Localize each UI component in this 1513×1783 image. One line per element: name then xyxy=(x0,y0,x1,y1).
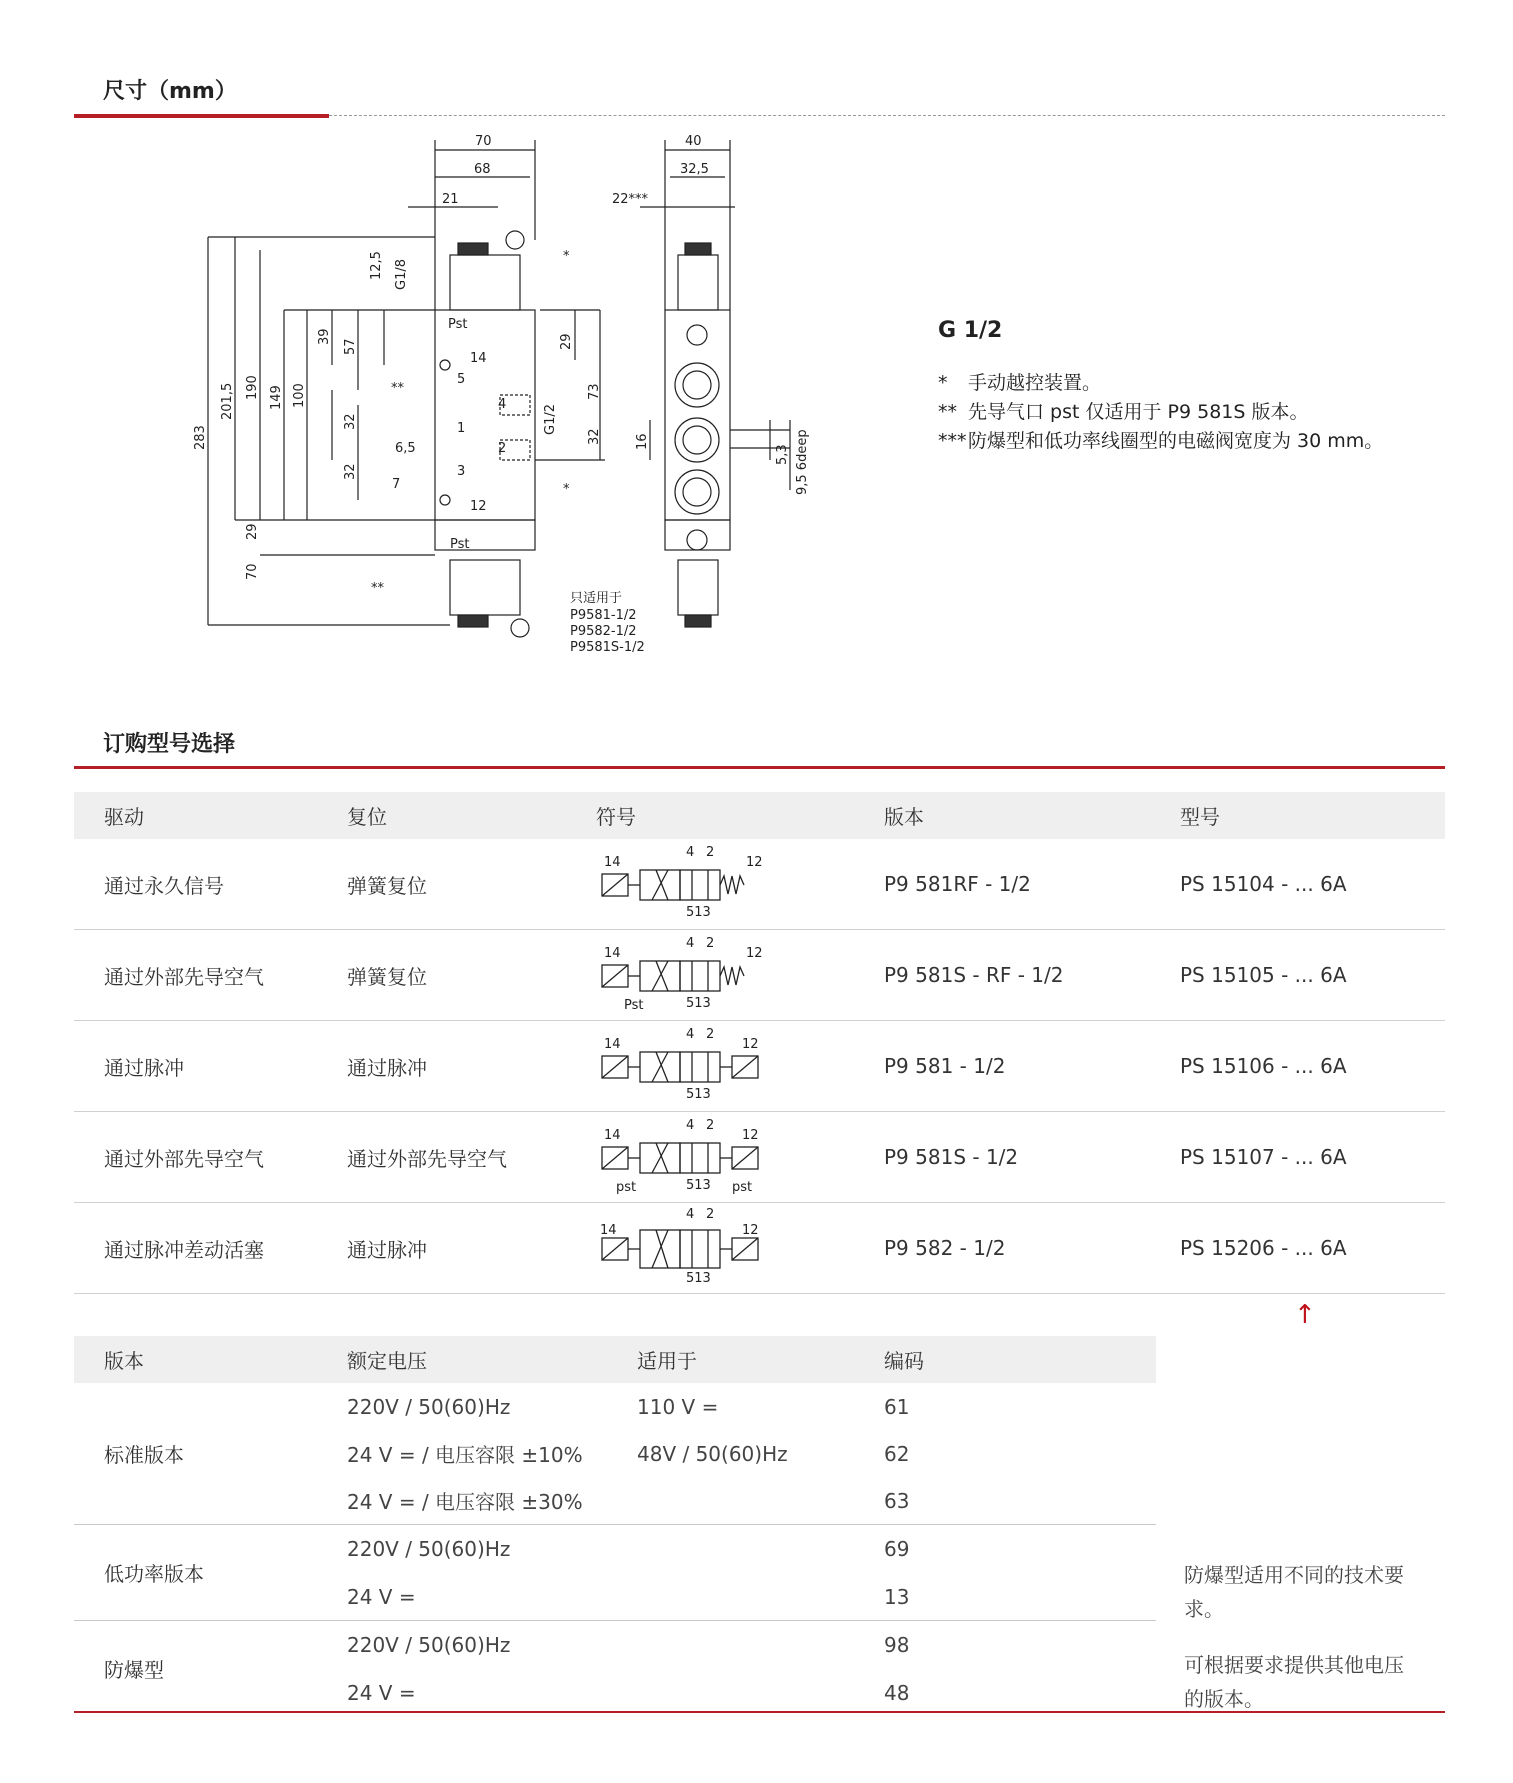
col-version: 版本 xyxy=(74,1336,347,1383)
svg-text:7: 7 xyxy=(392,477,401,492)
svg-text:**: ** xyxy=(391,381,404,396)
svg-text:14: 14 xyxy=(604,1127,621,1143)
svg-text:100: 100 xyxy=(292,383,307,408)
drive-cell: 通过脉冲 xyxy=(74,1021,347,1112)
voltage-cell: 24 V = xyxy=(347,1680,416,1705)
svg-text:32: 32 xyxy=(587,428,602,445)
drive-cell: 通过外部先导空气 xyxy=(74,930,347,1021)
svg-text:P9582-1/2: P9582-1/2 xyxy=(570,624,637,639)
svg-text:16: 16 xyxy=(635,433,650,450)
symbol-cell xyxy=(596,930,884,1021)
svg-text:2: 2 xyxy=(706,1206,715,1222)
group-explosion-proof: 防爆型 xyxy=(104,1658,164,1682)
col-applies-to: 适用于 xyxy=(637,1336,884,1383)
svg-text:P9581S-1/2: P9581S-1/2 xyxy=(570,640,645,655)
col-blank xyxy=(1156,1336,1445,1383)
svg-text:40: 40 xyxy=(685,134,702,149)
side-note-cell xyxy=(1156,1383,1445,1716)
note-mark: *** xyxy=(938,430,967,452)
order-title: 订购型号选择 xyxy=(103,732,236,757)
code-cell: 62 xyxy=(884,1441,910,1466)
code-cell: 48 xyxy=(884,1680,910,1705)
svg-text:70: 70 xyxy=(475,134,492,149)
reset-cell: 弹簧复位 xyxy=(347,839,596,930)
svg-text:4: 4 xyxy=(686,1026,695,1042)
svg-text:32: 32 xyxy=(343,463,358,480)
svg-text:201,5: 201,5 xyxy=(220,382,235,420)
reset-cell: 通过脉冲 xyxy=(347,1203,596,1294)
svg-text:9,5 6deep: 9,5 6deep xyxy=(795,429,810,495)
svg-text:513: 513 xyxy=(686,904,711,920)
svg-text:14: 14 xyxy=(600,1222,617,1238)
symbol-cell xyxy=(596,1112,884,1203)
side-note-other-voltages: 可根据要求提供其他电压的版本。 xyxy=(1184,1653,1404,1711)
svg-text:2: 2 xyxy=(498,441,507,456)
svg-text:190: 190 xyxy=(245,375,260,400)
svg-text:pst: pst xyxy=(732,1179,753,1195)
version-cell: P9 581S - RF - 1/2 xyxy=(884,930,1180,1021)
svg-text:283: 283 xyxy=(193,425,208,450)
svg-text:70: 70 xyxy=(245,563,260,580)
model-cell: PS 15107 - ... 6A xyxy=(1180,1112,1445,1203)
table-row xyxy=(74,930,1445,1021)
svg-text:32,5: 32,5 xyxy=(680,162,709,177)
col-symbol: 符号 xyxy=(596,792,884,839)
svg-text:6,5: 6,5 xyxy=(395,441,416,456)
note-text: 手动越控装置。 xyxy=(968,372,1102,394)
dimension-drawing xyxy=(180,130,840,670)
col-drive: 驱动 xyxy=(74,792,347,839)
model-cell: PS 15105 - ... 6A xyxy=(1180,930,1445,1021)
code-cell: 61 xyxy=(884,1394,910,1419)
svg-text:12: 12 xyxy=(470,499,487,514)
order-underline xyxy=(74,766,1445,769)
note-mark: * xyxy=(938,372,948,394)
voltage-cell: 220V / 50(60)Hz xyxy=(347,1633,511,1657)
symbol-cell xyxy=(596,1203,884,1294)
valve-symbol-pilot-pilot-icon xyxy=(596,1115,766,1195)
for-cell xyxy=(637,1477,884,1525)
svg-text:pst: pst xyxy=(616,1179,637,1195)
code-cell: 63 xyxy=(884,1477,1156,1525)
note-mark: ** xyxy=(938,401,957,423)
svg-text:2: 2 xyxy=(706,1026,715,1042)
col-model: 型号 xyxy=(1180,792,1445,839)
reset-cell: 弹簧复位 xyxy=(347,930,596,1021)
svg-text:12,5: 12,5 xyxy=(369,251,384,280)
svg-text:5: 5 xyxy=(457,372,466,387)
svg-text:Pst: Pst xyxy=(624,997,644,1013)
svg-text:68: 68 xyxy=(474,162,491,177)
svg-text:4: 4 xyxy=(686,1206,695,1222)
svg-text:只适用于: 只适用于 xyxy=(570,591,623,606)
svg-text:57: 57 xyxy=(343,338,358,355)
side-note-explosion: 防爆型适用不同的技术要求。 xyxy=(1184,1563,1404,1621)
voltage-cell: 24 V = / 电压容限 ±30% xyxy=(347,1477,637,1525)
svg-text:12: 12 xyxy=(746,854,763,870)
svg-text:G1/8: G1/8 xyxy=(394,259,409,290)
svg-text:2: 2 xyxy=(706,1117,715,1133)
for-cell xyxy=(637,1669,884,1716)
svg-text:12: 12 xyxy=(742,1036,759,1052)
valve-symbol-impulse-icon xyxy=(596,1024,766,1104)
note-pilot-port xyxy=(938,398,1458,427)
code-cell: 69 xyxy=(884,1537,910,1561)
drive-cell: 通过外部先导空气 xyxy=(74,1112,347,1203)
svg-text:**: ** xyxy=(371,581,384,596)
col-rated-voltage: 额定电压 xyxy=(347,1336,637,1383)
svg-text:73: 73 xyxy=(587,383,602,400)
drive-cell: 通过永久信号 xyxy=(74,839,347,930)
svg-text:14: 14 xyxy=(604,854,621,870)
svg-text:3: 3 xyxy=(457,464,466,479)
note-manual-override xyxy=(938,369,1458,398)
svg-text:4: 4 xyxy=(686,935,695,951)
arrow-up-icon: ↑ xyxy=(1294,1300,1316,1330)
table-row xyxy=(74,839,1445,930)
svg-text:5,3: 5,3 xyxy=(775,444,790,465)
symbol-cell xyxy=(596,839,884,930)
bottom-rule xyxy=(74,1711,1445,1713)
svg-text:2: 2 xyxy=(706,844,715,860)
svg-text:513: 513 xyxy=(686,1270,711,1286)
title-underline xyxy=(74,114,329,118)
dashed-divider xyxy=(329,115,1445,116)
svg-text:Pst: Pst xyxy=(450,537,470,552)
svg-text:32: 32 xyxy=(343,413,358,430)
svg-text:1: 1 xyxy=(457,421,466,436)
version-cell: P9 581RF - 1/2 xyxy=(884,839,1180,930)
valve-symbol-pilot-spring-icon xyxy=(596,933,766,1013)
voltage-cell: 24 V = / 电压容限 ±10% xyxy=(347,1443,583,1467)
reset-cell: 通过脉冲 xyxy=(347,1021,596,1112)
voltage-cell: 220V / 50(60)Hz xyxy=(347,1394,511,1419)
svg-text:14: 14 xyxy=(604,945,621,961)
table-row xyxy=(74,1021,1445,1112)
col-reset: 复位 xyxy=(347,792,596,839)
note-text: 防爆型和低功率线圈型的电磁阀宽度为 30 mm。 xyxy=(968,430,1384,452)
reset-cell: 通过外部先导空气 xyxy=(347,1112,596,1203)
col-code: 编码 xyxy=(884,1336,1156,1383)
svg-text:513: 513 xyxy=(686,1177,711,1193)
table-row xyxy=(74,1383,1445,1430)
svg-text:22***: 22*** xyxy=(612,192,649,207)
table-row xyxy=(74,1112,1445,1203)
svg-text:*: * xyxy=(563,482,570,497)
for-cell: 48V / 50(60)Hz xyxy=(637,1441,788,1466)
svg-text:29: 29 xyxy=(245,523,260,540)
for-cell xyxy=(637,1525,884,1574)
svg-text:2: 2 xyxy=(706,935,715,951)
code-cell: 98 xyxy=(884,1633,910,1657)
svg-text:Pst: Pst xyxy=(448,317,468,332)
valve-symbol-differential-icon xyxy=(596,1206,766,1286)
for-cell: 110 V = xyxy=(637,1394,719,1419)
svg-text:12: 12 xyxy=(742,1127,759,1143)
svg-text:14: 14 xyxy=(470,351,487,366)
svg-text:513: 513 xyxy=(686,995,711,1011)
col-version: 版本 xyxy=(884,792,1180,839)
model-cell: PS 15104 - ... 6A xyxy=(1180,839,1445,930)
svg-text:39: 39 xyxy=(317,328,332,345)
svg-text:149: 149 xyxy=(269,385,284,410)
notes-panel xyxy=(938,318,1458,456)
code-cell: 13 xyxy=(884,1573,1156,1621)
note-text: 先导气口 pst 仅适用于 P9 581S 版本。 xyxy=(968,401,1309,423)
drive-cell: 通过脉冲差动活塞 xyxy=(74,1203,347,1294)
model-cell: PS 15106 - ... 6A xyxy=(1180,1021,1445,1112)
group-standard: 标准版本 xyxy=(74,1383,347,1525)
group-low-power: 低功率版本 xyxy=(74,1525,347,1621)
svg-text:12: 12 xyxy=(746,945,763,961)
order-table xyxy=(74,792,1445,1294)
version-cell: P9 582 - 1/2 xyxy=(884,1203,1180,1294)
symbol-cell xyxy=(596,1021,884,1112)
svg-text:4: 4 xyxy=(498,397,507,412)
table-row xyxy=(74,1203,1445,1294)
voltage-table xyxy=(74,1336,1445,1716)
voltage-header-row xyxy=(74,1336,1445,1383)
svg-text:4: 4 xyxy=(686,844,695,860)
svg-text:P9581-1/2: P9581-1/2 xyxy=(570,608,637,623)
note-explosion-proof xyxy=(938,427,1458,456)
for-cell xyxy=(637,1621,884,1670)
svg-text:21: 21 xyxy=(442,192,459,207)
dimensions-title: 尺寸（mm） xyxy=(103,79,237,104)
version-cell: P9 581S - 1/2 xyxy=(884,1112,1180,1203)
version-cell: P9 581 - 1/2 xyxy=(884,1021,1180,1112)
voltage-cell: 220V / 50(60)Hz xyxy=(347,1537,511,1561)
svg-text:G1/2: G1/2 xyxy=(543,404,558,435)
port-size-heading: G 1/2 xyxy=(938,318,1003,343)
svg-text:12: 12 xyxy=(742,1222,759,1238)
svg-text:4: 4 xyxy=(686,1117,695,1133)
for-cell xyxy=(637,1573,884,1621)
svg-text:513: 513 xyxy=(686,1086,711,1102)
order-header-row xyxy=(74,792,1445,839)
model-cell: PS 15206 - ... 6A xyxy=(1180,1203,1445,1294)
svg-text:14: 14 xyxy=(604,1036,621,1052)
valve-symbol-spring-icon xyxy=(596,842,766,922)
svg-text:29: 29 xyxy=(559,333,574,350)
svg-text:*: * xyxy=(563,249,570,264)
voltage-cell: 24 V = xyxy=(347,1573,637,1621)
